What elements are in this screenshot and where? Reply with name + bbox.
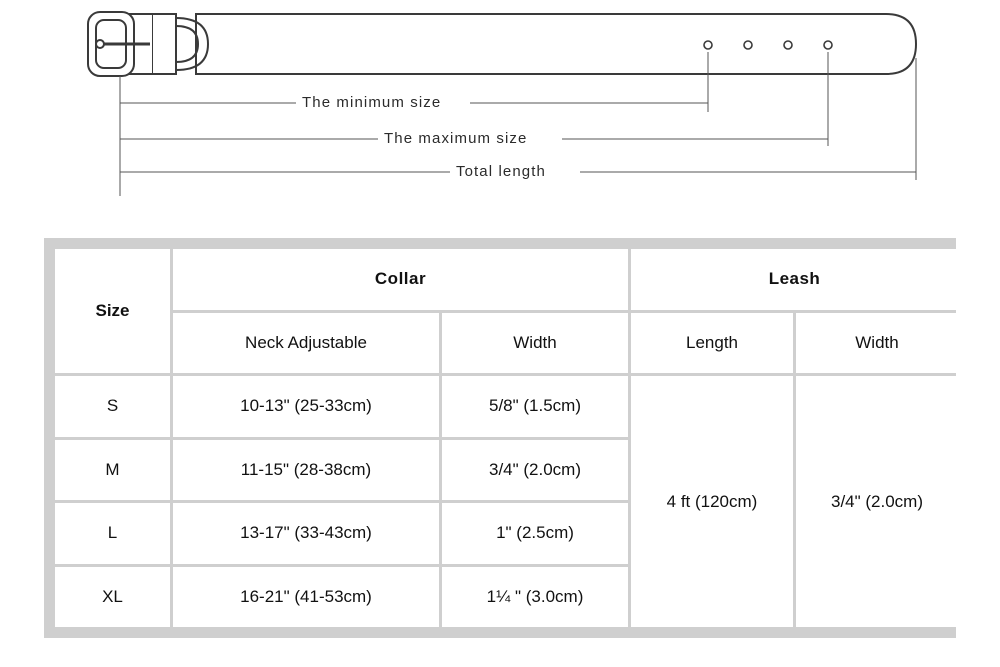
cell-size-xl: XL (55, 567, 170, 628)
cell-neck-m: 11-15" (28-38cm) (173, 440, 439, 501)
cell-neck-s: 10-13" (25-33cm) (173, 376, 439, 437)
collar-strap (128, 14, 916, 74)
cell-size-s: S (55, 376, 170, 437)
header-group-collar: Collar (173, 249, 628, 310)
table-row (55, 376, 958, 437)
size-chart-table (52, 246, 961, 630)
cell-neck-l: 13-17" (33-43cm) (173, 503, 439, 564)
collar-diagram (0, 0, 1000, 225)
header-leash-length: Length (631, 313, 793, 374)
header-leash-width: Width (796, 313, 958, 374)
cell-leash-length: 4 ft (120cm) (631, 376, 793, 627)
cell-size-l: L (55, 503, 170, 564)
cell-collar-width-xl: 1¼ " (3.0cm) (442, 567, 628, 628)
header-size: Size (55, 249, 170, 373)
cell-size-m: M (55, 440, 170, 501)
size-chart-container (44, 238, 956, 638)
label-total-length: Total length (450, 163, 552, 180)
header-group-leash: Leash (631, 249, 958, 310)
cell-leash-width: 3/4" (2.0cm) (796, 376, 958, 627)
cell-collar-width-s: 5/8" (1.5cm) (442, 376, 628, 437)
collar-diagram-svg (0, 0, 1000, 225)
label-minimum-size: The minimum size (296, 94, 447, 111)
label-maximum-size: The maximum size (378, 130, 533, 147)
table-header-row-groups (55, 249, 958, 310)
cell-collar-width-l: 1" (2.5cm) (442, 503, 628, 564)
table-header-row-sub (55, 313, 958, 374)
header-neck-adjustable: Neck Adjustable (173, 313, 439, 374)
header-collar-width: Width (442, 313, 628, 374)
cell-collar-width-m: 3/4" (2.0cm) (442, 440, 628, 501)
cell-neck-xl: 16-21" (41-53cm) (173, 567, 439, 628)
